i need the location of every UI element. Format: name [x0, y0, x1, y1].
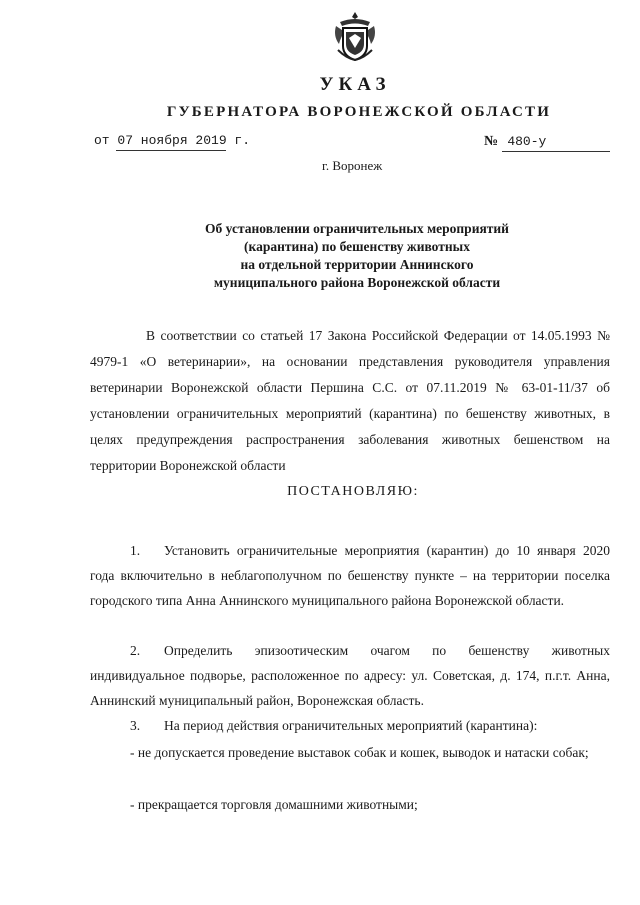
decree-title: УКАЗ [319, 74, 391, 95]
item-text: Установить ограничительные мероприятия (карантин) до 10 января 2020 года включительно в неблагополучном по бешенству пункте – на территории поселка городского типа Анна Аннинского муниципального района Воронежской области. [90, 543, 610, 608]
item-number: 2. [130, 643, 141, 658]
item-number: 1. [130, 543, 141, 558]
item-paragraph [90, 713, 610, 738]
heading-line: (карантина) по бешенству животных [244, 239, 470, 254]
item-number: 3. [130, 718, 141, 733]
number-underline [502, 151, 610, 152]
bullet-paragraph: - не допускается проведение выставок собак и кошек, выводок и натаски собак; [130, 745, 589, 760]
item-text: Определить эпизоотическим очагом по бешенству животных индивидуальное подворье, расположенное по адресу: ул. Советская, д. 174, п.г.т. Анна, Аннинский муниципальный район, Воронежская область. [90, 643, 610, 708]
decree-date-text: от 07 ноября 2019 г. [94, 133, 251, 148]
decree-city: г. Воронеж [322, 158, 383, 173]
heading-line: муниципального района Воронежской области [213, 275, 501, 290]
decree-date [94, 133, 250, 148]
heading-line: Об установлении ограничительных мероприятий [205, 221, 509, 236]
date-underline [116, 150, 226, 151]
bullet-paragraph: - прекращается торговля домашними животными; [130, 797, 418, 812]
item-paragraph [90, 638, 610, 713]
decree-heading [150, 220, 564, 292]
preamble-paragraph: В соответствии со статьей 17 Закона Российской Федерации от 14.05.1993 № 4979-1 «О ветеринарии», на основании представления руководителя управления ветеринарии Воронежской области Першина С.С. от 07.11.2019 № 63-01-11/37 об установлении ограничительных мероприятий (карантина) по бешенству животных, в целях предупреждения распространения заболевания животных бешенством на территории Воронежской области [90, 328, 610, 473]
number-value: 480-у [507, 134, 547, 149]
item-paragraph [90, 538, 610, 613]
decree-subtitle: ГУБЕРНАТОРА ВОРОНЕЖСКОЙ ОБЛАСТИ [166, 104, 552, 120]
heading-line: на отдельной территории Аннинского [240, 257, 474, 272]
coat-of-arms-emblem [332, 10, 378, 64]
item-text: На период действия ограничительных мероприятий (карантина): [164, 718, 538, 733]
decree-number [484, 133, 546, 150]
resolve-heading: ПОСТАНОВЛЯЮ: [287, 484, 419, 499]
number-sign: № [484, 134, 499, 149]
